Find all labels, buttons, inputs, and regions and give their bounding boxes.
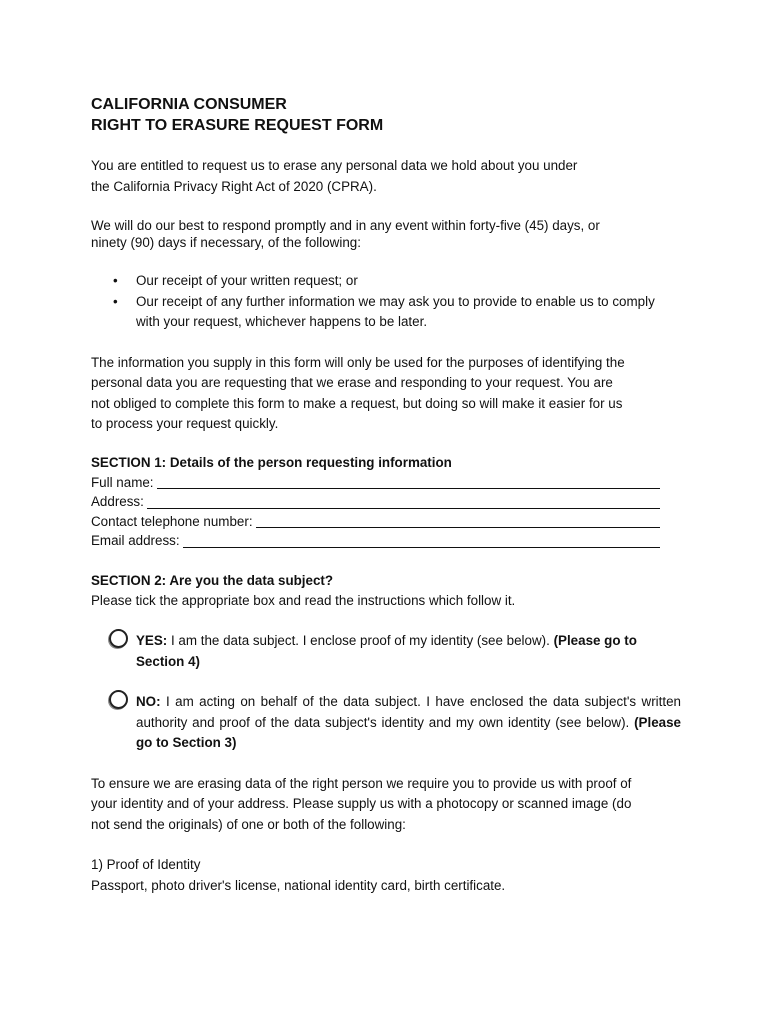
form-title-line2: RIGHT TO ERASURE REQUEST FORM <box>91 117 384 134</box>
no-action: (Please go to Section 3) <box>136 714 681 750</box>
bullet-icon: • <box>113 293 118 309</box>
response-line2: ninety (90) days if necessary, of the following: <box>91 235 361 250</box>
proof-identity-heading: 1) Proof of Identity <box>91 857 201 872</box>
list-item: • Our receipt of your written request; or <box>91 271 681 292</box>
yes-label: YES: <box>136 633 168 648</box>
section1-heading: SECTION 1: Details of the person requesting information <box>91 454 452 470</box>
section2-instruction: Please tick the appropriate box and read the instructions which follow it. <box>91 592 516 608</box>
phone-field[interactable] <box>91 512 660 532</box>
form-title-line1: CALIFORNIA CONSUMER <box>91 96 287 113</box>
yes-text: I am the data subject. I enclose proof of my identity (see below). <box>167 633 554 648</box>
address-field[interactable] <box>91 492 660 512</box>
yes-radio[interactable] <box>109 629 128 648</box>
address-input-line[interactable] <box>147 494 660 509</box>
intro-line1: You are entitled to request us to erase any personal data we hold about you under <box>91 158 578 173</box>
proof-paragraph: To ensure we are erasing data of the right person we require you to provide us with proof of your identity and of your address. Please supply us with a photocopy or scanned image (do not send the originals) of one or both of the following: <box>91 775 632 832</box>
full-name-input-line[interactable] <box>157 474 660 489</box>
form-title <box>91 94 681 136</box>
bullet-icon: • <box>113 273 118 288</box>
proof-identity-text: Passport, photo driver's license, national identity card, birth certificate. <box>91 877 506 893</box>
phone-label: Contact telephone number: <box>91 513 253 529</box>
yes-action: (Please go to Section 4) <box>136 633 637 669</box>
no-label: NO: <box>136 694 161 709</box>
proof-identity <box>91 855 681 896</box>
list-item: • Our receipt of any further information we may ask you to provide to enable us to comply with your request, whichever happens to be later. <box>113 293 655 329</box>
intro-line2: the California Privacy Right Act of 2020 (CPRA). <box>91 178 377 194</box>
phone-input-line[interactable] <box>256 513 660 528</box>
section2-heading: SECTION 2: Are you the data subject? <box>91 572 334 588</box>
intro-paragraph <box>91 156 681 197</box>
form-page <box>91 94 681 896</box>
yes-option[interactable] <box>91 631 681 672</box>
conditions-list <box>91 271 681 333</box>
response-paragraph <box>91 217 681 251</box>
no-radio[interactable] <box>109 690 128 709</box>
no-option[interactable] <box>91 692 681 754</box>
email-field[interactable] <box>91 531 660 551</box>
full-name-field[interactable] <box>91 473 660 493</box>
full-name-label: Full name: <box>91 474 154 490</box>
email-input-line[interactable] <box>183 533 660 548</box>
response-line1: We will do our best to respond promptly and in any event within forty-five (45) days, or <box>91 218 600 233</box>
info-paragraph: The information you supply in this form will only be used for the purposes of identifying the personal data you are requesting that we erase and responding to your request. You are not obliged to complete this form to make a request, but doing so will make it easier for us to process your request quickly. <box>91 354 625 431</box>
address-label: Address: <box>91 494 144 509</box>
no-text: I am acting on behalf of the data subject. I have enclosed the data subject's written authority and proof of the data subject's identity and my own identity (see below). <box>136 694 681 730</box>
email-label: Email address: <box>91 533 180 548</box>
